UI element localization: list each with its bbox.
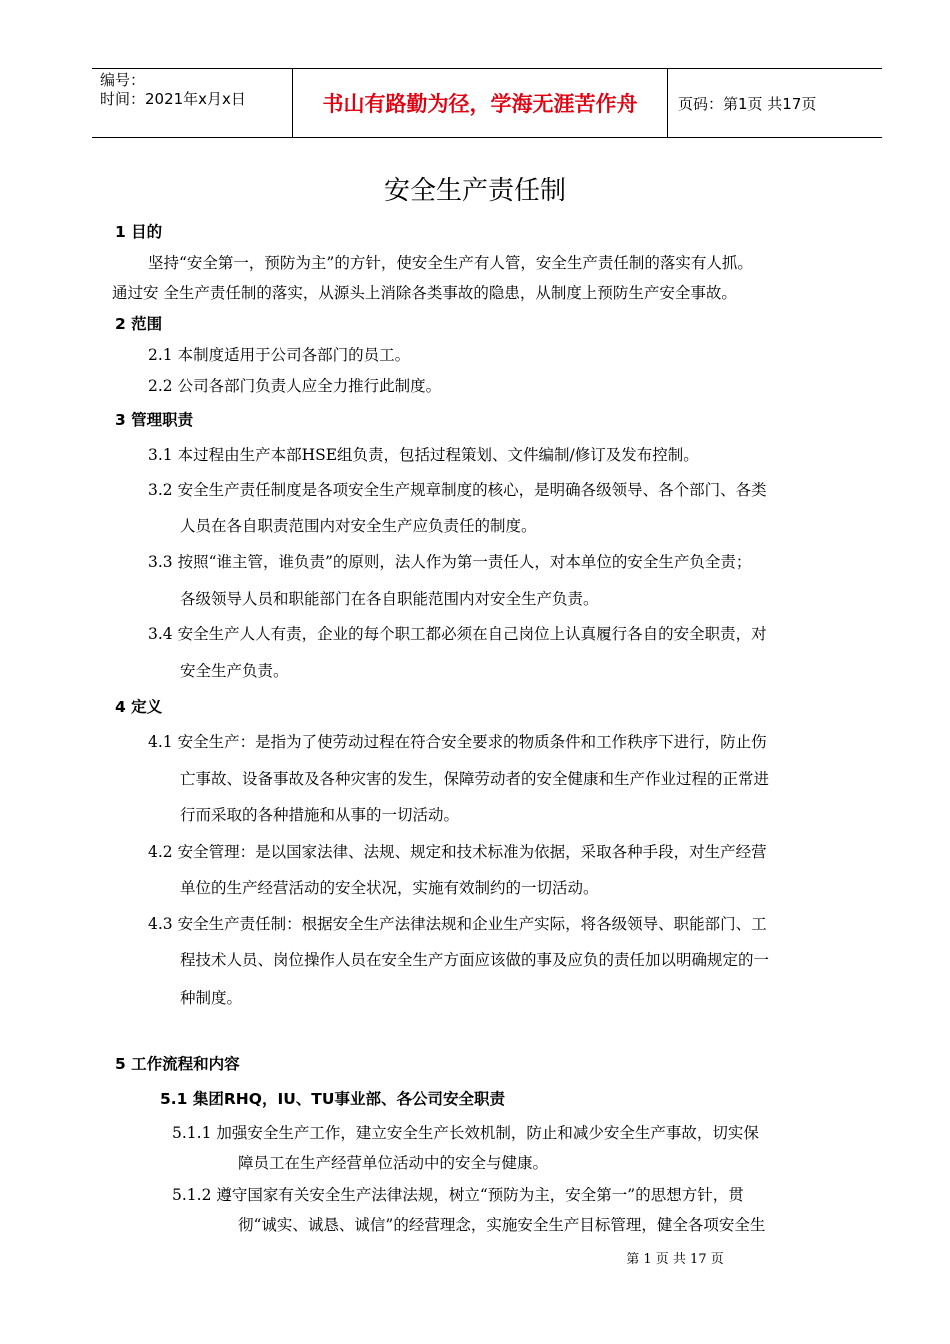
section-heading: 3 管理职责	[115, 411, 194, 429]
paragraph-line: 3.1 本过程由生产本部HSE组负责，包括过程策划、文件编制/修订及发布控制。	[148, 446, 699, 464]
time-label: 时间：2021年x月x日	[100, 90, 246, 108]
page-label: 页码：第1页 共17页	[678, 94, 817, 113]
section-heading: 5.1 集团RHQ，IU、TU事业部、各公司安全职责	[160, 1090, 505, 1108]
motto: 书山有路勤为径，学海无涯苦作舟	[292, 69, 668, 137]
section-heading: 5 工作流程和内容	[115, 1055, 240, 1073]
paragraph-line: 各级领导人员和职能部门在各自职能范围内对安全生产负责。	[180, 590, 599, 608]
paragraph-line: 2.1 本制度适用于公司各部门的员工。	[148, 346, 411, 364]
section-heading: 1 目的	[115, 223, 163, 241]
paragraph-line: 安全生产负责。	[180, 662, 289, 680]
paragraph-line: 彻“诚实、诚恳、诚信”的经营理念，实施安全生产目标管理，健全各项安全生	[238, 1216, 766, 1234]
paragraph-line: 4.1 安全生产：是指为了使劳动过程在符合安全要求的物质条件和工作秩序下进行，防止伤	[148, 733, 767, 751]
paragraph-line: 5.1.1 加强安全生产工作，建立安全生产长效机制，防止和减少安全生产事故，切实保	[172, 1124, 759, 1142]
section-heading: 4 定义	[115, 698, 163, 716]
page-footer: 第 1 页 共 17 页	[626, 1252, 724, 1267]
paragraph-line: 5.1.2 遵守国家有关安全生产法律法规，树立“预防为主，安全第一”的思想方针，贯	[172, 1186, 744, 1204]
paragraph-line: 4.3 安全生产责任制：根据安全生产法律法规和企业生产实际，将各级领导、职能部门、工	[148, 915, 767, 933]
paragraph-line: 4.2 安全管理：是以国家法律、法规、规定和技术标准为依据，采取各种手段，对生产经营	[148, 843, 767, 861]
code-label: 编号：	[100, 71, 146, 89]
paragraph-line: 3.3 按照“谁主管，谁负责”的原则，法人作为第一责任人，对本单位的安全生产负全责；	[148, 553, 752, 571]
section-heading: 2 范围	[115, 315, 163, 333]
header-table	[92, 68, 882, 138]
paragraph-line: 人员在各自职责范围内对安全生产应负责任的制度。	[180, 517, 537, 535]
paragraph-line: 3.2 安全生产责任制度是各项安全生产规章制度的核心，是明确各级领导、各个部门、各类	[148, 481, 767, 499]
paragraph-line: 行而采取的各种措施和从事的一切活动。	[180, 806, 460, 824]
paragraph-line: 单位的生产经营活动的安全状况，实施有效制约的一切活动。	[180, 879, 599, 897]
paragraph-line: 2.2 公司各部门负责人应全力推行此制度。	[148, 377, 442, 395]
paragraph-line: 种制度。	[180, 989, 243, 1007]
paragraph-line: 亡事故、设备事故及各种灾害的发生，保障劳动者的安全健康和生产作业过程的正常进	[180, 770, 770, 788]
paragraph-line: 障员工在生产经营单位活动中的安全与健康。	[238, 1154, 549, 1172]
document-title: 安全生产责任制	[383, 176, 566, 206]
paragraph-line: 通过安 全生产责任制的落实，从源头上消除各类事故的隐患，从制度上预防生产安全事故。	[112, 284, 737, 302]
header-meta	[92, 69, 292, 137]
paragraph-line: 坚持“安全第一，预防为主”的方针，使安全生产有人管，安全生产责任制的落实有人抓。	[148, 254, 753, 272]
paragraph-line: 3.4 安全生产人人有责，企业的每个职工都必须在自己岗位上认真履行各自的安全职责，对	[148, 625, 767, 643]
paragraph-line: 程技术人员、岗位操作人员在安全生产方面应该做的事及应负的责任加以明确规定的一	[180, 951, 770, 969]
